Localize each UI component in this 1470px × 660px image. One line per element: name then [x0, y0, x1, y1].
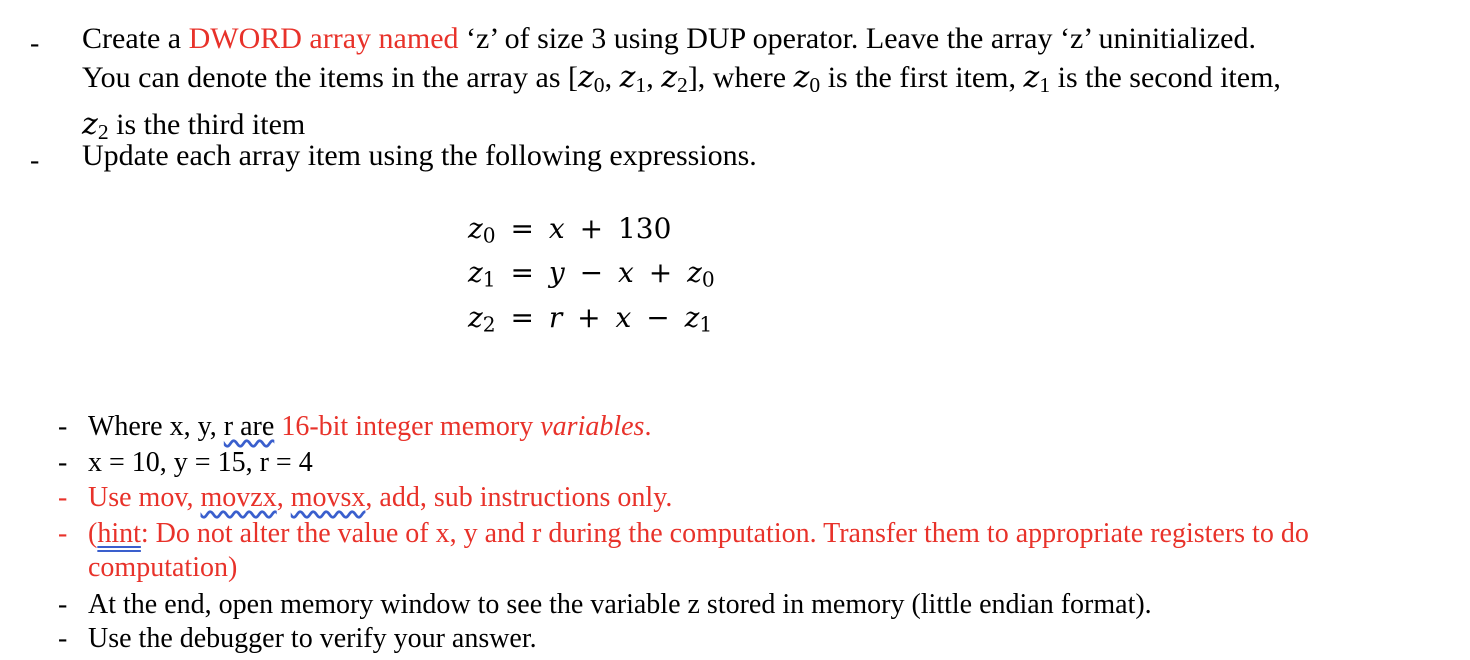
text-run-red: ,	[276, 482, 291, 513]
text-run-red: .	[644, 411, 652, 442]
bullet-dash: -	[58, 482, 68, 513]
math-subscript: 0	[809, 72, 821, 97]
list-item-variables	[88, 410, 651, 444]
bullet-dash: -	[30, 28, 40, 59]
equation-z2	[468, 299, 715, 343]
text-line	[82, 136, 1452, 175]
math-var: z	[82, 106, 98, 142]
text-run: At the end, open memory window to see the variable z stored in memory (little endian format).	[88, 589, 1152, 620]
text-line	[82, 58, 1452, 105]
eq-sign: =	[510, 300, 534, 334]
text-run: x = 10, y = 15, r = 4	[88, 447, 313, 478]
list-item-values	[88, 446, 313, 480]
math-var: z	[577, 60, 594, 95]
eq-lhs-subscript: 0	[482, 223, 496, 248]
text-run: Update each array item using the following expressions.	[82, 139, 757, 172]
eq-number: 130	[617, 212, 672, 245]
text-run-red: : Do not alter the value of x, y and r during the computation. Transfer them to appropriate registers to do	[140, 518, 1309, 549]
text-run: is the first item,	[820, 61, 1024, 94]
eq-term: x	[617, 256, 634, 290]
text-run-red: , add, sub instructions only.	[365, 482, 673, 513]
text-run: is the third item	[108, 107, 306, 141]
equation-z1	[468, 254, 715, 298]
text-line	[82, 19, 1452, 58]
eq-operator: +	[648, 256, 673, 290]
spellcheck-underlined-text: movsx	[290, 482, 366, 513]
list-item-instructions	[88, 481, 672, 515]
text-run: Use the debugger to verify your answer.	[88, 623, 537, 654]
bullet-dash: -	[58, 411, 68, 442]
eq-lhs: z	[468, 300, 483, 334]
text-run: ], where	[687, 61, 794, 94]
math-var: z	[793, 60, 810, 95]
text-run-red: 16-bit integer memory	[274, 411, 541, 442]
math-subscript: 1	[635, 72, 647, 97]
bullet-paragraph-update	[82, 136, 1452, 175]
math-var: z	[619, 60, 636, 95]
math-var: z	[1023, 60, 1040, 95]
spellcheck-underlined-text: movzx	[200, 482, 277, 513]
eq-sign: =	[510, 212, 534, 245]
math-subscript: 1	[1039, 72, 1051, 97]
bullet-dash: -	[58, 447, 68, 478]
list-item-hint	[88, 517, 1309, 551]
math-subscript: 0	[593, 72, 605, 97]
eq-lhs: z	[468, 212, 483, 245]
eq-operator: −	[646, 300, 670, 334]
bullet-dash: -	[30, 145, 40, 176]
text-run: is the second item,	[1050, 61, 1281, 94]
eq-operator: +	[579, 212, 604, 245]
eq-sign: =	[510, 256, 534, 290]
eq-lhs-subscript: 1	[482, 267, 496, 292]
eq-term: y	[548, 256, 565, 290]
eq-term: z	[684, 300, 700, 334]
math-var: z	[661, 60, 678, 95]
bullet-dash: -	[58, 518, 68, 549]
bullet-paragraph-array-definition	[82, 19, 1452, 152]
eq-term: x	[548, 212, 565, 245]
equation-z0	[468, 210, 715, 254]
eq-term-subscript: 1	[699, 312, 713, 337]
eq-operator: +	[577, 300, 601, 334]
eq-term: r	[548, 300, 563, 334]
text-run-red: DWORD array named	[188, 22, 459, 55]
equation-block	[468, 210, 715, 343]
eq-operator: −	[579, 256, 604, 290]
text-run: Where x, y,	[88, 411, 224, 442]
text-run: You can denote the items in the array as [	[82, 61, 578, 94]
math-subscript: 2	[677, 72, 688, 97]
list-item-memory-window	[88, 588, 1152, 622]
math-subscript: 2	[97, 119, 109, 144]
bullet-dash: -	[58, 623, 68, 654]
eq-term: x	[615, 300, 632, 334]
text-run-red: Use mov,	[88, 482, 201, 513]
list-item-hint-continuation: computation)	[88, 552, 238, 583]
eq-term: z	[687, 256, 702, 290]
text-run: ‘z’ of size 3 using DUP operator. Leave the array ‘z’ uninitialized.	[458, 22, 1256, 55]
text-run-red-italic: variables	[540, 411, 645, 442]
list-item-debugger	[88, 622, 537, 656]
eq-term-subscript: 0	[701, 267, 715, 292]
spellcheck-underlined-text: r are	[223, 411, 275, 442]
text-run: Create a	[82, 22, 189, 55]
grammar-underlined-text: hint	[97, 518, 141, 549]
text-run-red: (	[88, 518, 98, 549]
text-run: ,	[646, 61, 662, 94]
text-run: ,	[604, 61, 620, 94]
eq-lhs-subscript: 2	[482, 312, 496, 337]
bullet-dash: -	[58, 589, 68, 620]
eq-lhs: z	[468, 256, 483, 290]
